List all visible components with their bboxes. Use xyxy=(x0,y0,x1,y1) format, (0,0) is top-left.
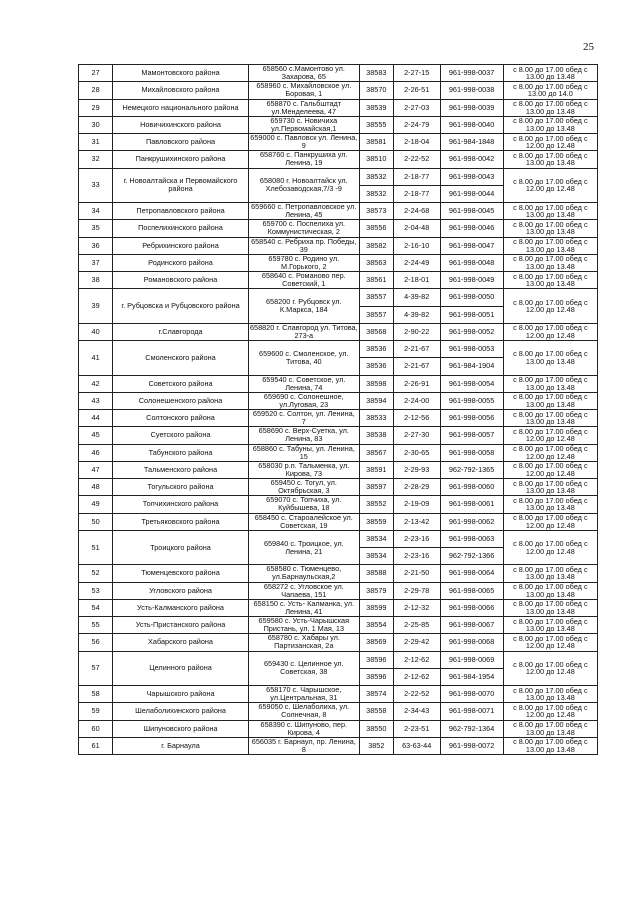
district-name: г. Барнаула xyxy=(113,737,249,754)
phone-mobile: 961-998-0044 xyxy=(440,185,503,202)
working-hours: с 8.00 до 17.00 обед с 13.00 до 13.48 xyxy=(503,479,597,496)
table-row xyxy=(79,323,598,340)
phone-mobile: 961-998-0055 xyxy=(440,392,503,409)
working-hours: с 8.00 до 17.00 обед с 13.00 до 13.48 xyxy=(503,737,597,754)
district-name: Солонешенского района xyxy=(113,392,249,409)
table-row xyxy=(79,203,598,220)
row-number: 37 xyxy=(79,254,113,271)
row-number: 36 xyxy=(79,237,113,254)
row-number: 39 xyxy=(79,289,113,324)
phone-local: 2-23-51 xyxy=(393,720,440,737)
table-row xyxy=(79,427,598,444)
office-address: 658640 с. Романово пер. Советский, 1 xyxy=(248,272,359,289)
row-number: 50 xyxy=(79,513,113,530)
table-row xyxy=(79,237,598,254)
area-code: 38557 xyxy=(359,306,393,323)
table-row xyxy=(79,444,598,461)
working-hours: с 8.00 до 17.00 обед с 13.00 до 13.48 xyxy=(503,496,597,513)
phone-local: 2-29-93 xyxy=(393,461,440,478)
phone-local: 2-22-52 xyxy=(393,686,440,703)
phone-local: 4-39-82 xyxy=(393,306,440,323)
office-address: 658580 с. Тюменцево, ул.Барнаульская,2 xyxy=(248,565,359,582)
phone-mobile: 961-998-0066 xyxy=(440,599,503,616)
phone-mobile: 961-998-0038 xyxy=(440,82,503,99)
phone-local: 2-18-77 xyxy=(393,185,440,202)
working-hours: с 8.00 до 17.00 обед с 12.00 до 12.48 xyxy=(503,289,597,324)
table-row xyxy=(79,599,598,616)
phone-local: 2-27-15 xyxy=(393,65,440,82)
office-address: 659540 с. Советское, ул. Ленина, 74 xyxy=(248,375,359,392)
working-hours: с 8.00 до 17.00 обед с 13.00 до 13.48 xyxy=(503,599,597,616)
district-name: Целинного района xyxy=(113,651,249,686)
phone-mobile: 961-998-0072 xyxy=(440,737,503,754)
area-code: 38570 xyxy=(359,82,393,99)
area-code: 38568 xyxy=(359,323,393,340)
district-name: Тальменского района xyxy=(113,461,249,478)
working-hours: с 8.00 до 17.00 обед с 13.00 до 13.48 xyxy=(503,151,597,168)
working-hours: с 8.00 до 17.00 обед с 12.00 до 12.48 xyxy=(503,651,597,686)
district-name: Новичихинского района xyxy=(113,116,249,133)
table-row xyxy=(79,686,598,703)
row-number: 56 xyxy=(79,634,113,651)
phone-local: 2-90-22 xyxy=(393,323,440,340)
phone-local: 2-12-32 xyxy=(393,599,440,616)
table-row xyxy=(79,134,598,151)
table-row xyxy=(79,220,598,237)
area-code: 38582 xyxy=(359,237,393,254)
district-name: Петропавловского района xyxy=(113,203,249,220)
office-address: 659430 с. Целинное ул. Советская, 38 xyxy=(248,651,359,686)
working-hours: с 8.00 до 17.00 обед с 13.00 до 13.48 xyxy=(503,254,597,271)
office-address: 658170 с. Чарышское, ул.Центральная, 31 xyxy=(248,686,359,703)
working-hours: с 8.00 до 17.00 обед с 13.00 до 13.48 xyxy=(503,617,597,634)
district-name: Михайловского района xyxy=(113,82,249,99)
table-row xyxy=(79,82,598,99)
office-address: 658272 с. Угловское ул. Чапаева, 151 xyxy=(248,582,359,599)
row-number: 42 xyxy=(79,375,113,392)
office-address: 659070 с. Топчиха, ул. Куйбышева, 18 xyxy=(248,496,359,513)
working-hours: с 8.00 до 17.00 обед с 12.00 до 12.48 xyxy=(503,134,597,151)
working-hours: с 8.00 до 17.00 обед с 12.00 до 12.48 xyxy=(503,634,597,651)
phone-mobile: 961-998-0052 xyxy=(440,323,503,340)
working-hours: с 8.00 до 17.00 обед с 13.00 до 13.48 xyxy=(503,686,597,703)
phone-local: 2-27-30 xyxy=(393,427,440,444)
table-row xyxy=(79,651,598,668)
area-code: 38552 xyxy=(359,496,393,513)
row-number: 44 xyxy=(79,410,113,427)
area-code: 38596 xyxy=(359,651,393,668)
phone-mobile: 961-998-0039 xyxy=(440,99,503,116)
district-name: Тюменцевского района xyxy=(113,565,249,582)
area-code: 38563 xyxy=(359,254,393,271)
area-code: 38596 xyxy=(359,668,393,685)
office-address: 659520 с. Солтон, ул. Ленина, 7 xyxy=(248,410,359,427)
row-number: 57 xyxy=(79,651,113,686)
row-number: 61 xyxy=(79,737,113,754)
phone-mobile: 961-998-0061 xyxy=(440,496,503,513)
phone-mobile: 961-998-0046 xyxy=(440,220,503,237)
phone-local: 2-24-00 xyxy=(393,392,440,409)
area-code: 38591 xyxy=(359,461,393,478)
phone-mobile: 962-792-1365 xyxy=(440,461,503,478)
district-name: Усть-Калманского района xyxy=(113,599,249,616)
office-address: 658390 с. Шипуново, пер. Кирова, 4 xyxy=(248,720,359,737)
table-row xyxy=(79,461,598,478)
phone-mobile: 961-998-0070 xyxy=(440,686,503,703)
table-row xyxy=(79,530,598,547)
row-number: 27 xyxy=(79,65,113,82)
working-hours: с 8.00 до 17.00 обед с 12.00 до 12.48 xyxy=(503,323,597,340)
district-name: Угловского района xyxy=(113,582,249,599)
row-number: 28 xyxy=(79,82,113,99)
area-code: 38599 xyxy=(359,599,393,616)
district-name: Ребрихинского района xyxy=(113,237,249,254)
phone-mobile: 961-998-0053 xyxy=(440,341,503,358)
area-code: 38538 xyxy=(359,427,393,444)
row-number: 55 xyxy=(79,617,113,634)
phone-local: 2-22-52 xyxy=(393,151,440,168)
phone-local: 2-04-48 xyxy=(393,220,440,237)
phone-local: 2-29-78 xyxy=(393,582,440,599)
row-number: 47 xyxy=(79,461,113,478)
office-address: 659450 с. Тогул, ул. Октябрьская, 3 xyxy=(248,479,359,496)
office-address: 659690 с. Солонешное, ул.Луговая, 23 xyxy=(248,392,359,409)
district-name: Павловского района xyxy=(113,134,249,151)
district-name: Романовского района xyxy=(113,272,249,289)
area-code: 38534 xyxy=(359,548,393,565)
row-number: 40 xyxy=(79,323,113,340)
table-row xyxy=(79,65,598,82)
phone-mobile: 961-998-0060 xyxy=(440,479,503,496)
phone-mobile: 961-998-0043 xyxy=(440,168,503,185)
phone-mobile: 961-998-0065 xyxy=(440,582,503,599)
working-hours: с 8.00 до 17.00 обед с 13.00 до 13.48 xyxy=(503,272,597,289)
area-code: 38558 xyxy=(359,703,393,720)
table-row xyxy=(79,634,598,651)
row-number: 52 xyxy=(79,565,113,582)
table-row xyxy=(79,703,598,720)
row-number: 45 xyxy=(79,427,113,444)
phone-local: 2-24-68 xyxy=(393,203,440,220)
working-hours: с 8.00 до 17.00 обед с 12.00 до 12.48 xyxy=(503,444,597,461)
office-address: 658030 р.п. Тальменка, ул. Кирова, 73 xyxy=(248,461,359,478)
district-name: Третьяковского района xyxy=(113,513,249,530)
row-number: 31 xyxy=(79,134,113,151)
phone-local: 2-13-42 xyxy=(393,513,440,530)
phone-local: 2-28-29 xyxy=(393,479,440,496)
office-address: 658080 г. Новоалтайск ул. Хлебозаводская,7/3 -9 xyxy=(248,168,359,203)
office-address: 659730 с. Новичиха ул.Первомайская,1 xyxy=(248,116,359,133)
office-address: 658200 г. Рубцовск ул. К.Маркса, 184 xyxy=(248,289,359,324)
working-hours: с 8.00 до 17.00 обед с 13.00 до 13.48 xyxy=(503,65,597,82)
district-name: Смоленского района xyxy=(113,341,249,376)
office-address: 659780 с. Родино ул. М.Горького, 2 xyxy=(248,254,359,271)
district-name: г. Рубцовска и Рубцовского района xyxy=(113,289,249,324)
phone-local: 2-23-16 xyxy=(393,548,440,565)
phone-mobile: 961-998-0037 xyxy=(440,65,503,82)
working-hours: с 8.00 до 17.00 обед с 13.00 до 14.0 xyxy=(503,82,597,99)
area-code: 38510 xyxy=(359,151,393,168)
phone-local: 2-26-51 xyxy=(393,82,440,99)
phone-local: 2-19-09 xyxy=(393,496,440,513)
phone-mobile: 961-998-0063 xyxy=(440,530,503,547)
area-code: 38554 xyxy=(359,617,393,634)
district-name: г.Славгорода xyxy=(113,323,249,340)
area-code: 38539 xyxy=(359,99,393,116)
table-row xyxy=(79,617,598,634)
phone-local: 2-18-77 xyxy=(393,168,440,185)
table-row xyxy=(79,116,598,133)
office-address: 659580 с. Усть-Чарышская Пристань, ул. 1 Мая, 13 xyxy=(248,617,359,634)
row-number: 59 xyxy=(79,703,113,720)
phone-local: 2-12-62 xyxy=(393,651,440,668)
district-name: Советского района xyxy=(113,375,249,392)
phone-local: 2-23-16 xyxy=(393,530,440,547)
offices-table-body xyxy=(79,65,598,755)
row-number: 30 xyxy=(79,116,113,133)
district-name: Солтонского района xyxy=(113,410,249,427)
row-number: 29 xyxy=(79,99,113,116)
table-row xyxy=(79,375,598,392)
working-hours: с 8.00 до 17.00 обед с 13.00 до 13.48 xyxy=(503,582,597,599)
phone-mobile: 961-998-0054 xyxy=(440,375,503,392)
office-address: 659000 с. Павловск ул. Ленина, 9 xyxy=(250,133,358,151)
district-name: г. Новоалтайска и Первомайского района xyxy=(113,168,249,203)
district-name: Табунского района xyxy=(113,444,249,461)
office-address: 658870 с. Гальбштадт ул.Менделеева, 47 xyxy=(248,99,359,116)
row-number: 33 xyxy=(79,168,113,203)
phone-mobile: 961-998-0062 xyxy=(440,513,503,530)
area-code: 38561 xyxy=(359,272,393,289)
area-code: 38583 xyxy=(359,65,393,82)
phone-local: 4-39-82 xyxy=(393,289,440,306)
district-name: Усть-Пристанского района xyxy=(113,617,249,634)
working-hours: с 8.00 до 17.00 обед с 13.00 до 13.48 xyxy=(503,720,597,737)
area-code: 38533 xyxy=(359,410,393,427)
working-hours: с 8.00 до 17.00 обед с 13.00 до 13.48 xyxy=(503,220,597,237)
office-address: 659700 с. Поспелиха ул. Коммунистическая, 2 xyxy=(248,220,359,237)
table-row xyxy=(79,565,598,582)
district-name: Чарышского района xyxy=(113,686,249,703)
phone-local: 2-18-04 xyxy=(393,134,440,151)
phone-mobile: 961-998-0067 xyxy=(440,617,503,634)
table-row xyxy=(79,392,598,409)
row-number: 35 xyxy=(79,220,113,237)
phone-mobile: 961-998-0071 xyxy=(440,703,503,720)
phone-mobile: 961-998-0050 xyxy=(440,289,503,306)
phone-mobile: 961-998-0057 xyxy=(440,427,503,444)
table-row xyxy=(79,151,598,168)
table-row xyxy=(79,99,598,116)
office-address: 658860 с. Табуны, ул. Ленина, 15 xyxy=(248,444,359,461)
phone-mobile: 961-984-1848 xyxy=(440,134,503,151)
district-name: Троицкого района xyxy=(113,530,249,565)
offices-table xyxy=(78,64,598,755)
office-address: 659050 с. Шелаболиха, ул. Солнечная, 8 xyxy=(248,703,359,720)
area-code: 38550 xyxy=(359,720,393,737)
phone-mobile: 961-998-0047 xyxy=(440,237,503,254)
office-address: 658560 с.Мамонтово ул. Захарова, 65 xyxy=(248,65,359,82)
table-row xyxy=(79,341,598,358)
row-number: 41 xyxy=(79,341,113,376)
row-number: 53 xyxy=(79,582,113,599)
row-number: 48 xyxy=(79,479,113,496)
phone-local: 2-30-65 xyxy=(393,444,440,461)
office-address: 658450 с. Староалейское ул. Советская, 19 xyxy=(248,513,359,530)
phone-mobile: 961-998-0042 xyxy=(440,151,503,168)
area-code: 38534 xyxy=(359,530,393,547)
phone-mobile: 961-984-1904 xyxy=(440,358,503,375)
district-name: Шипуновского района xyxy=(113,720,249,737)
row-number: 38 xyxy=(79,272,113,289)
office-address: 658540 с. Ребриха пр. Победы, 39 xyxy=(248,237,359,254)
district-name: Немецкого национального района xyxy=(113,99,249,116)
table-row xyxy=(79,254,598,271)
phone-mobile: 961-984-1954 xyxy=(440,668,503,685)
office-address: 658820 г. Славгород ул. Титова, 273-а xyxy=(249,323,358,340)
phone-local: 2-21-67 xyxy=(393,358,440,375)
phone-local: 2-26-91 xyxy=(393,375,440,392)
phone-local: 2-18-01 xyxy=(393,272,440,289)
working-hours: с 8.00 до 17.00 обед с 12.00 до 12.48 xyxy=(503,461,597,478)
working-hours: с 8.00 до 17.00 обед с 13.00 до 13.48 xyxy=(503,99,597,116)
working-hours: с 8.00 до 17.00 обед с 12.00 до 12.48 xyxy=(503,427,597,444)
row-number: 43 xyxy=(79,392,113,409)
phone-mobile: 962-792-1364 xyxy=(440,720,503,737)
phone-local: 2-24-49 xyxy=(393,254,440,271)
office-address: 658150 с. Усть- Калманка, ул. Ленина, 41 xyxy=(248,599,359,616)
working-hours: с 8.00 до 17.00 обед с 12.00 до 12.48 xyxy=(503,703,597,720)
area-code: 38597 xyxy=(359,479,393,496)
phone-local: 2-25-85 xyxy=(393,617,440,634)
working-hours: с 8.00 до 17.00 обед с 13.00 до 13.48 xyxy=(503,392,597,409)
phone-local: 2-21-67 xyxy=(393,341,440,358)
office-address: 658960 с. Михайловское ул. Боровая, 1 xyxy=(248,82,359,99)
phone-local: 2-34-43 xyxy=(393,703,440,720)
table-row xyxy=(79,582,598,599)
district-name: Суетского района xyxy=(113,427,249,444)
area-code: 38555 xyxy=(359,116,393,133)
area-code: 38594 xyxy=(359,392,393,409)
area-code: 38567 xyxy=(359,444,393,461)
row-number: 46 xyxy=(79,444,113,461)
phone-mobile: 961-998-0040 xyxy=(440,116,503,133)
phone-local: 63-63-44 xyxy=(393,737,440,754)
page-number: 25 xyxy=(583,41,594,53)
phone-mobile: 961-998-0051 xyxy=(440,306,503,323)
working-hours: с 8.00 до 17.00 обед с 12.00 до 12.48 xyxy=(503,530,597,565)
office-address: 658760 с. Панкрушиха ул. Ленина, 19 xyxy=(248,151,359,168)
phone-local: 2-12-56 xyxy=(393,410,440,427)
working-hours: с 8.00 до 17.00 обед с 13.00 до 13.48 xyxy=(503,565,597,582)
office-address: 659840 с. Троицкое, ул. Ленина, 21 xyxy=(248,530,359,565)
area-code: 38536 xyxy=(359,341,393,358)
table-row xyxy=(79,496,598,513)
area-code: 38598 xyxy=(359,375,393,392)
working-hours: с 8.00 до 17.00 обед с 12.00 до 12.48 xyxy=(503,168,597,203)
district-name: Хабарского района xyxy=(113,634,249,651)
area-code: 3852 xyxy=(359,737,393,754)
phone-local: 2-27-03 xyxy=(393,99,440,116)
phone-mobile: 962-792-1366 xyxy=(440,548,503,565)
office-address: 659660 с. Петропавловское ул. Ленина, 45 xyxy=(248,203,359,220)
phone-local: 2-21-50 xyxy=(393,565,440,582)
office-address: 658780 с. Хабары ул. Партизанская, 2а xyxy=(248,634,359,651)
table-row xyxy=(79,720,598,737)
working-hours: с 8.00 до 17.00 обед с 13.00 до 13.48 xyxy=(503,237,597,254)
office-address: 656035 г. Барнаул, пр. Ленина, 8 xyxy=(248,737,359,754)
area-code: 38556 xyxy=(359,220,393,237)
row-number: 32 xyxy=(79,151,113,168)
phone-local: 2-29-42 xyxy=(393,634,440,651)
row-number: 54 xyxy=(79,599,113,616)
phone-local: 2-24-79 xyxy=(393,116,440,133)
table-row xyxy=(79,410,598,427)
area-code: 38536 xyxy=(359,358,393,375)
area-code: 38557 xyxy=(359,289,393,306)
district-name: Топчихинского района xyxy=(113,496,249,513)
area-code: 38559 xyxy=(359,513,393,530)
office-address: 659600 с. Смоленское, ул. Титова, 40 xyxy=(248,341,359,376)
row-number: 51 xyxy=(79,530,113,565)
working-hours: с 8.00 до 17.00 обед с 12.00 до 12.48 xyxy=(503,513,597,530)
area-code: 38574 xyxy=(359,686,393,703)
phone-mobile: 961-998-0048 xyxy=(440,254,503,271)
area-code: 38588 xyxy=(359,565,393,582)
row-number: 58 xyxy=(79,686,113,703)
phone-mobile: 961-998-0058 xyxy=(440,444,503,461)
phone-mobile: 961-998-0068 xyxy=(440,634,503,651)
phone-local: 2-16-10 xyxy=(393,237,440,254)
office-address: 658690 с. Верх-Суетка, ул. Ленина, 83 xyxy=(248,427,359,444)
working-hours: с 8.00 до 17.00 обед с 13.00 до 13.48 xyxy=(503,116,597,133)
area-code: 38532 xyxy=(359,168,393,185)
district-name: Мамонтовского района xyxy=(113,65,249,82)
district-name: Поспелихинского района xyxy=(113,220,249,237)
table-row xyxy=(79,168,598,185)
area-code: 38532 xyxy=(359,185,393,202)
phone-mobile: 961-998-0045 xyxy=(440,203,503,220)
area-code: 38579 xyxy=(359,582,393,599)
working-hours: с 8.00 до 17.00 обед с 13.00 до 13.48 xyxy=(503,203,597,220)
working-hours: с 8.00 до 17.00 обед с 13.00 до 13.48 xyxy=(503,375,597,392)
table-row xyxy=(79,289,598,306)
phone-mobile: 961-998-0049 xyxy=(440,272,503,289)
row-number: 49 xyxy=(79,496,113,513)
working-hours: с 8.00 до 17.00 обед с 13.00 до 13.48 xyxy=(503,410,597,427)
area-code: 38569 xyxy=(359,634,393,651)
row-number: 60 xyxy=(79,720,113,737)
area-code: 38581 xyxy=(359,134,393,151)
table-row xyxy=(79,737,598,754)
phone-mobile: 961-998-0064 xyxy=(440,565,503,582)
area-code: 38573 xyxy=(359,203,393,220)
phone-mobile: 961-998-0069 xyxy=(440,651,503,668)
district-name: Панкрушихинского района xyxy=(113,151,249,168)
table-row xyxy=(79,272,598,289)
table-row xyxy=(79,513,598,530)
row-number: 34 xyxy=(79,203,113,220)
working-hours: с 8.00 до 17.00 обед с 13.00 до 13.48 xyxy=(503,341,597,376)
district-name: Родинского района xyxy=(113,254,249,271)
district-name: Шелаболихинского района xyxy=(113,703,249,720)
phone-local: 2-12-62 xyxy=(393,668,440,685)
phone-mobile: 961-998-0056 xyxy=(440,410,503,427)
district-name: Тогульского района xyxy=(113,479,249,496)
table-row xyxy=(79,479,598,496)
